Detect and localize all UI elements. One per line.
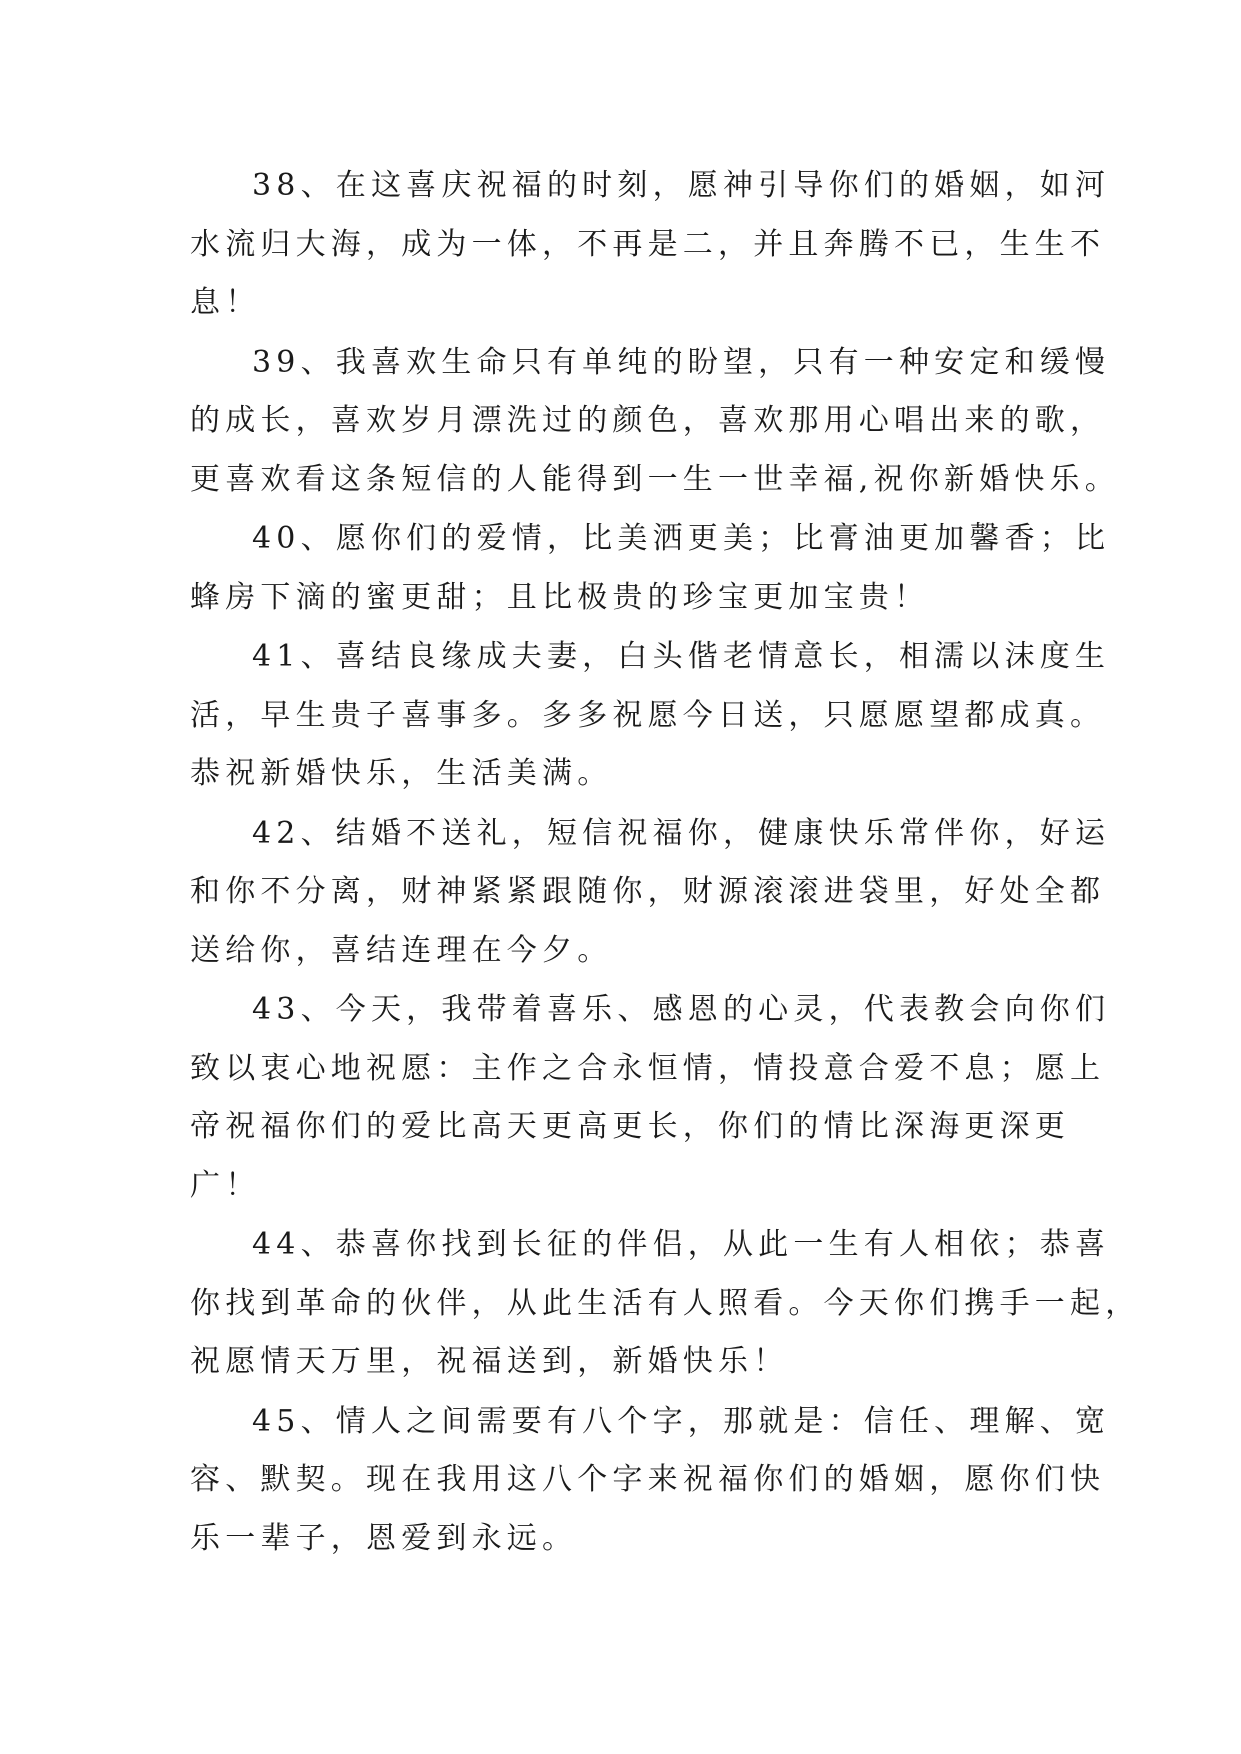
paragraph-line: 容、默契。现在我用这八个字来祝福你们的婚姻，愿你们快 [190, 1462, 1106, 1497]
paragraph-line: 40、愿你们的爱情，比美洒更美；比膏油更加馨香；比 [252, 521, 1111, 556]
paragraph-line: 送给你，喜结连理在今夕。 [190, 932, 613, 968]
paragraph-line: 乐一辈子，恩爱到永远。 [190, 1520, 578, 1556]
paragraph-line: 帝祝福你们的爱比高天更高更长，你们的情比深海更深更 [190, 1109, 1070, 1144]
paragraph-line: 广！ [190, 1167, 261, 1203]
paragraph-line: 和你不分离，财神紧紧跟随你，财源滚滚进袋里，好处全都 [190, 874, 1106, 909]
paragraph-line: 祝愿情天万里，祝福送到，新婚快乐！ [190, 1344, 789, 1379]
paragraph-42 [190, 805, 1111, 981]
paragraph-line: 活，早生贵子喜事多。多多祝愿今日送，只愿愿望都成真。 [190, 697, 1106, 733]
paragraph-38 [190, 157, 1111, 333]
paragraph-41 [190, 628, 1111, 804]
paragraph-line: 蜂房下滴的蜜更甜；且比极贵的珍宝更加宝贵！ [190, 579, 930, 615]
paragraph-line: 39、我喜欢生命只有单纯的盼望，只有一种安定和缓慢 [252, 344, 1111, 380]
paragraph-line: 41、喜结良缘成夫妻，白头偕老情意长，相濡以沫度生 [252, 639, 1111, 674]
paragraph-line: 致以衷心地祝愿：主作之合永恒情，情投意合爱不息；愿上 [190, 1050, 1106, 1086]
document-body [190, 157, 1141, 1569]
paragraph-line: 水流归大海，成为一体，不再是二，并且奔腾不已，生生不 [190, 226, 1106, 262]
paragraph-45 [190, 1393, 1111, 1569]
paragraph-line: 更喜欢看这条短信的人能得到一生一世幸福,祝你新婚快乐。 [190, 461, 1120, 497]
paragraph-line: 42、结婚不送礼，短信祝福你，健康快乐常伴你，好运 [252, 815, 1111, 851]
paragraph-line: 息！ [190, 285, 261, 320]
paragraph-line: 45、情人之间需要有八个字，那就是：信任、理解、宽 [252, 1403, 1111, 1439]
paragraph-44 [190, 1216, 1141, 1392]
paragraph-line: 的成长，喜欢岁月漂洗过的颜色，喜欢那用心唱出来的歌， [190, 403, 1106, 438]
paragraph-line: 恭祝新婚快乐，生活美满。 [190, 756, 613, 791]
paragraph-39 [190, 334, 1120, 510]
paragraph-43 [190, 981, 1111, 1215]
paragraph-line: 你找到革命的伙伴，从此生活有人照看。今天你们携手一起， [190, 1285, 1141, 1321]
paragraph-line: 43、今天，我带着喜乐、感恩的心灵，代表教会向你们 [252, 992, 1111, 1027]
paragraph-line: 38、在这喜庆祝福的时刻，愿神引导你们的婚姻，如河 [252, 168, 1111, 203]
paragraph-40 [190, 510, 1111, 627]
paragraph-line: 44、恭喜你找到长征的伴侣，从此一生有人相依；恭喜 [252, 1227, 1111, 1262]
